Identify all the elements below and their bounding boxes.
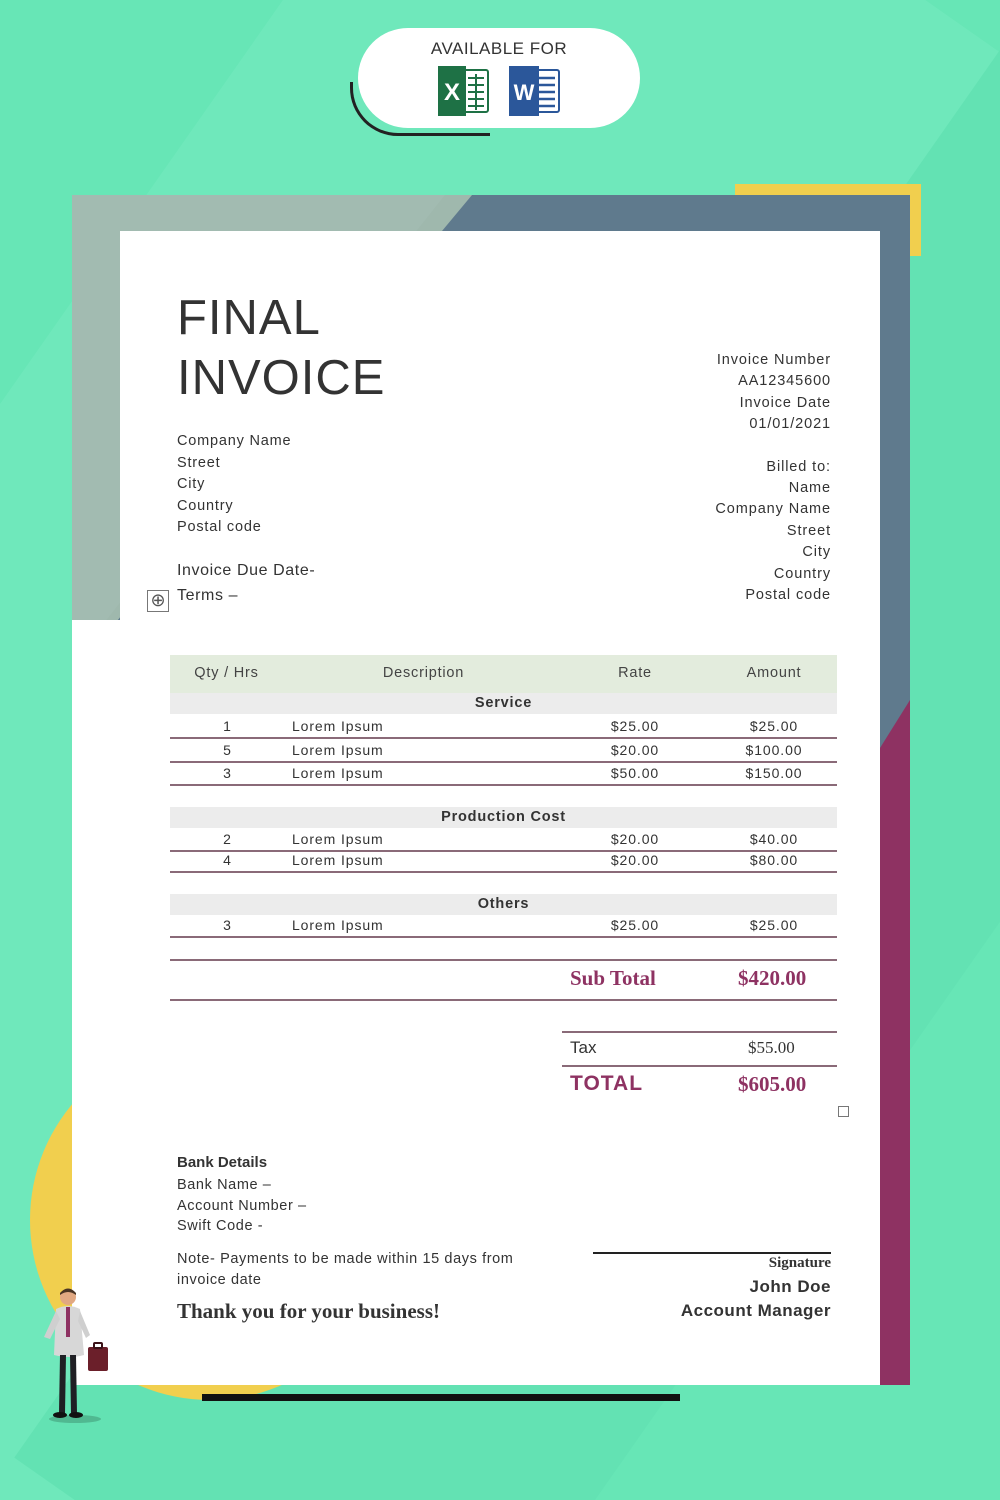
cell-description: Lorem Ipsum [292, 718, 384, 734]
swift-code: Swift Code - [177, 1218, 264, 1234]
billed-city: City [802, 544, 831, 561]
billed-name: Name [788, 480, 831, 497]
section-header: Service [170, 693, 837, 714]
header-description: Description [382, 665, 465, 681]
cell-description: Lorem Ipsum [292, 852, 384, 868]
total-value: $605.00 [738, 1072, 807, 1096]
sender-city: City [177, 476, 206, 492]
signature-label: Signature [768, 1255, 831, 1271]
sender-address [177, 431, 291, 539]
cell-rate: $25.00 [610, 718, 660, 734]
terms-label: Terms – [177, 587, 239, 604]
cell-amount: $25.00 [749, 917, 799, 933]
cell-qty: 1 [223, 718, 232, 734]
table-row [170, 763, 837, 786]
signatory-role: Account Manager [680, 1301, 831, 1320]
resize-handle-icon[interactable] [838, 1106, 849, 1117]
table-row [170, 850, 837, 873]
billed-country: Country [773, 565, 831, 582]
header-qty: Qty / Hrs [194, 665, 259, 681]
divider [170, 999, 837, 1001]
cell-description: Lorem Ipsum [292, 831, 384, 847]
billed-postal: Postal code [745, 587, 831, 604]
cell-amount: $80.00 [749, 852, 799, 868]
invoice-number: AA12345600 [738, 373, 831, 390]
move-handle-icon[interactable]: ⊕ [147, 590, 169, 612]
cell-qty: 4 [223, 852, 232, 868]
table-row [170, 716, 837, 739]
header-rate: Rate [618, 665, 652, 681]
header-amount: Amount [746, 665, 802, 681]
cell-rate: $50.00 [610, 765, 660, 781]
businessman-figure [40, 1285, 115, 1425]
payment-note: Note- Payments to be made within 15 days from invoice date [177, 1251, 514, 1288]
billed-company: Company Name [715, 501, 831, 518]
divider [562, 1065, 837, 1067]
cell-amount: $25.00 [749, 718, 799, 734]
decorative-bar [202, 1394, 680, 1401]
divider [170, 959, 837, 961]
sender-country: Country [177, 497, 234, 514]
available-for-label: AVAILABLE FOR [430, 39, 568, 58]
cell-rate: $20.00 [610, 742, 660, 758]
excel-icon[interactable] [438, 66, 490, 116]
signature-line [593, 1252, 831, 1254]
total-label: TOTAL [570, 1072, 644, 1095]
cell-qty: 2 [223, 831, 232, 847]
invoice-meta [715, 350, 831, 606]
cell-amount: $40.00 [749, 831, 799, 847]
frame-accent-maroon [880, 700, 910, 1385]
word-icon[interactable] [509, 66, 561, 116]
section-header: Production Cost [170, 807, 837, 828]
thank-you-message: Thank you for your business! [177, 1299, 440, 1323]
invoice-number-label: Invoice Number [716, 352, 831, 368]
tax-label: Tax [570, 1038, 597, 1057]
cell-description: Lorem Ipsum [292, 765, 384, 781]
bank-details-title: Bank Details [177, 1154, 268, 1171]
table-header [170, 655, 837, 693]
account-number: Account Number – [177, 1197, 307, 1214]
table-row [170, 915, 837, 938]
sender-company: Company Name [177, 433, 292, 449]
sender-postal: Postal code [177, 519, 262, 535]
invoice-date: 01/01/2021 [749, 416, 831, 433]
cell-qty: 3 [223, 917, 232, 933]
svg-text:X: X [443, 79, 461, 106]
cell-rate: $25.00 [610, 917, 660, 933]
invoice-date-label: Invoice Date [739, 394, 831, 411]
divider [562, 1031, 837, 1033]
bank-details [177, 1175, 307, 1237]
billed-to-label: Billed to: [766, 458, 831, 475]
cell-qty: 3 [223, 765, 232, 781]
billed-street: Street [786, 522, 831, 539]
subtotal-value: $420.00 [738, 966, 807, 990]
title-line: FINAL [177, 291, 321, 345]
invoice-paper [72, 620, 120, 1385]
cell-description: Lorem Ipsum [292, 917, 384, 933]
section-header: Others [170, 894, 837, 915]
title-line: INVOICE [177, 351, 386, 405]
cell-rate: $20.00 [610, 852, 660, 868]
cell-description: Lorem Ipsum [292, 742, 384, 758]
cell-amount: $150.00 [745, 765, 803, 781]
table-row [170, 829, 837, 852]
bank-name: Bank Name – [177, 1177, 272, 1193]
sender-street: Street [177, 454, 221, 471]
cell-amount: $100.00 [745, 742, 803, 758]
svg-text:W: W [513, 80, 535, 105]
table-row [170, 740, 837, 763]
signatory-name: John Doe [749, 1277, 831, 1296]
invoice-title [177, 288, 385, 408]
cell-rate: $20.00 [610, 831, 660, 847]
subtotal-label: Sub Total [570, 966, 656, 990]
due-terms [177, 558, 315, 608]
due-date-label: Invoice Due Date- [177, 562, 316, 579]
tax-value: $55.00 [748, 1038, 795, 1057]
cell-qty: 5 [223, 742, 232, 758]
